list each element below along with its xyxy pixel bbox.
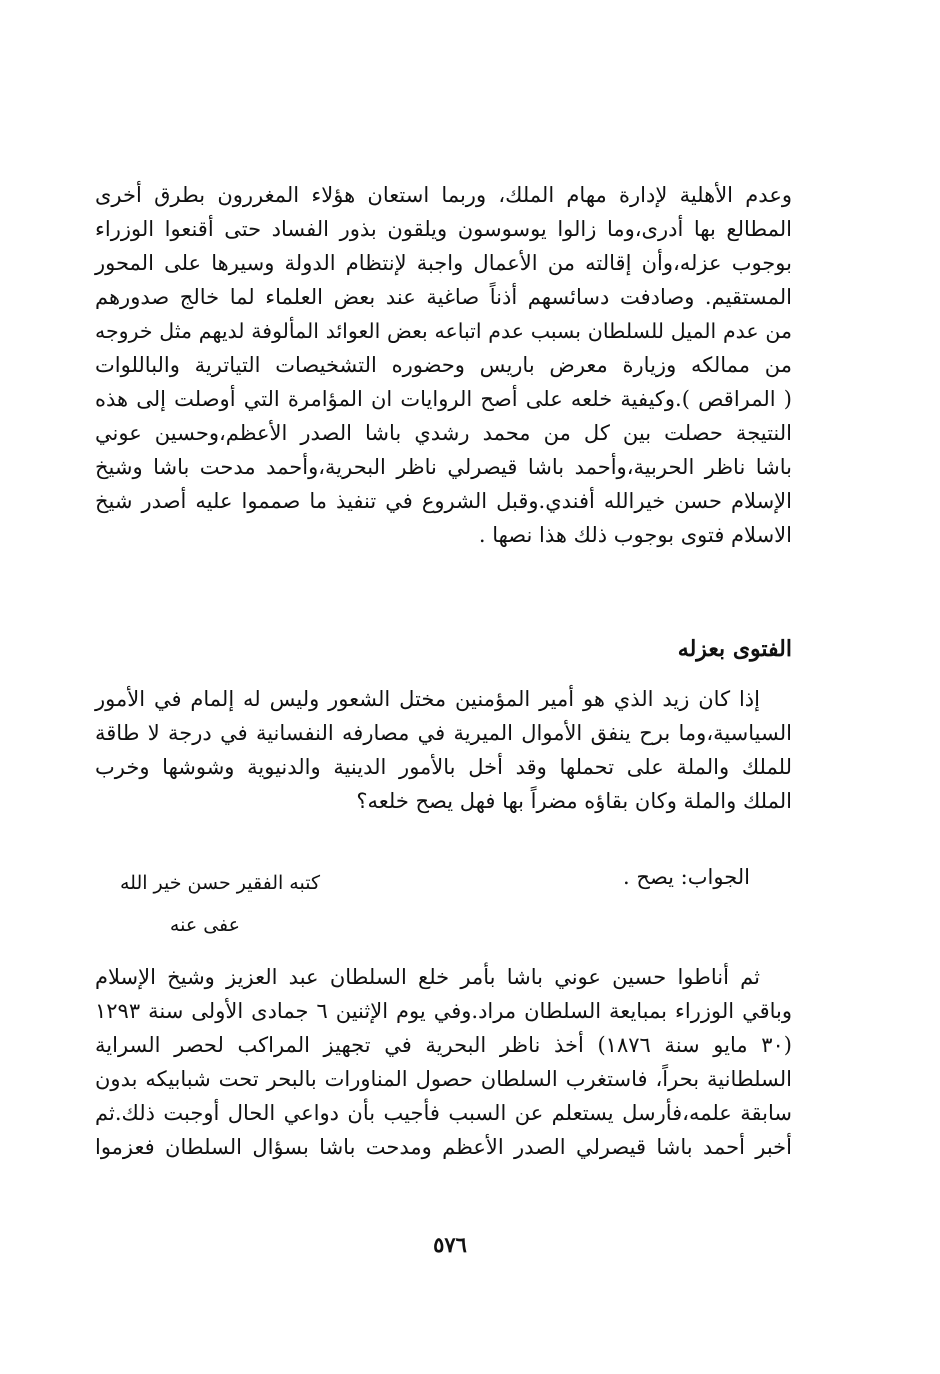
- text-line: وعدم الأهلية لإدارة مهام الملك، وربما استعان هؤلاء المغررون بطرق أخرى: [95, 183, 792, 207]
- text-line: السياسية،وما برح ينفق الأموال الميرية في مصارفه النفسانية في درجة لا طاقة: [95, 721, 792, 745]
- text-line: ثم أناطوا حسين عوني باشا بأمر خلع السلطان عبد العزيز وشيخ الإسلام: [95, 965, 760, 989]
- text-line: باشا ناظر الحربية،وأحمد باشا قيصرلي ناظر البحرية،وأحمد مدحت باشا وشيخ: [95, 455, 792, 479]
- text-line: وباقي الوزراء بمبايعة السلطان مراد.وفي يوم الإثنين ٦ جمادى الأولى سنة ١٢٩٣: [95, 999, 792, 1023]
- text-line: الإسلام حسن خيرالله أفندي.وقبل الشروع في تنفيذ ما صمموا عليه أصدر شيخ: [95, 489, 792, 513]
- text-line: بوجوب عزله،وأن إقالته من الأعمال واجبة لإنتظام الدولة وسيرها على المحور: [95, 251, 792, 275]
- signature-line: كتبه الفقير حسن خير الله: [119, 872, 320, 894]
- paragraph-deposition-events: [95, 960, 792, 1164]
- text-line: النتيجة حصلت بين كل من محمد رشدي باشا الصدر الأعظم،وحسين عوني: [95, 421, 792, 445]
- text-line: (٣٠ مايو سنة ١٨٧٦) أخذ ناظر البحرية في تجهيز المراكب لحصر السراية: [95, 1033, 792, 1057]
- text-line: من عدم الميل للسلطان بسبب عدم اتباعه بعض العوائد المألوفة لديهم مثل خروجه: [95, 319, 792, 343]
- section-heading: الفتوى بعزله: [677, 636, 792, 662]
- text-line: للملك والملة على تحملها وقد أخل بالأمور الدينية والدنيوية وشوشها وخرب: [95, 755, 792, 779]
- text-line: أخبر أحمد باشا قيصرلي الصدر الأعظم ومدحت باشا بسؤال السلطان فعزموا: [95, 1135, 792, 1159]
- text-line: المطالع بها أدرى،وما زالوا يوسوسون ويلقون بذور الفساد حتى أقنعوا الوزراء: [95, 217, 792, 241]
- paragraph-fatwa-text: [95, 682, 792, 818]
- text-line: الملك والملة وكان بقاؤه مضراً بها فهل يصح خلعه؟: [356, 789, 792, 813]
- text-line: المستقيم. وصادفت دسائسهم أذناً صاغية عند بعض العلماء لما خالج صدورهم: [95, 285, 792, 309]
- text-line: السلطانية بحراً، فاستغرب السلطان حصول المناورات بالبحر تحت شبابيكه بدون: [95, 1067, 792, 1091]
- fatwa-answer: الجواب: يصح .: [623, 865, 750, 889]
- text-line: الاسلام فتوى بوجوب ذلك هذا نصها .: [478, 523, 792, 547]
- text-line: سابقة علمه،فأرسل يستعلم عن السبب فأجيب بأن دواعي الحال أوجبت ذلك.ثم: [95, 1101, 792, 1125]
- text-line: ( المراقص ).وكيفية خلعه على أصح الروايات ان المؤامرة التي أوصلت إلى هذه: [95, 387, 792, 411]
- text-line: من ممالكه وزيارة معرض باريس وحضوره التشخيصات التياترية والباللوات: [95, 353, 792, 377]
- text-line: إذا كان زيد الذي هو أمير المؤمنين مختل الشعور وليس له إلمام في الأمور: [95, 687, 760, 711]
- paragraph-deposition-plot: [95, 178, 792, 552]
- page-number: ٥٧٦: [433, 1232, 467, 1257]
- signature-line: عفى عنه: [169, 914, 240, 936]
